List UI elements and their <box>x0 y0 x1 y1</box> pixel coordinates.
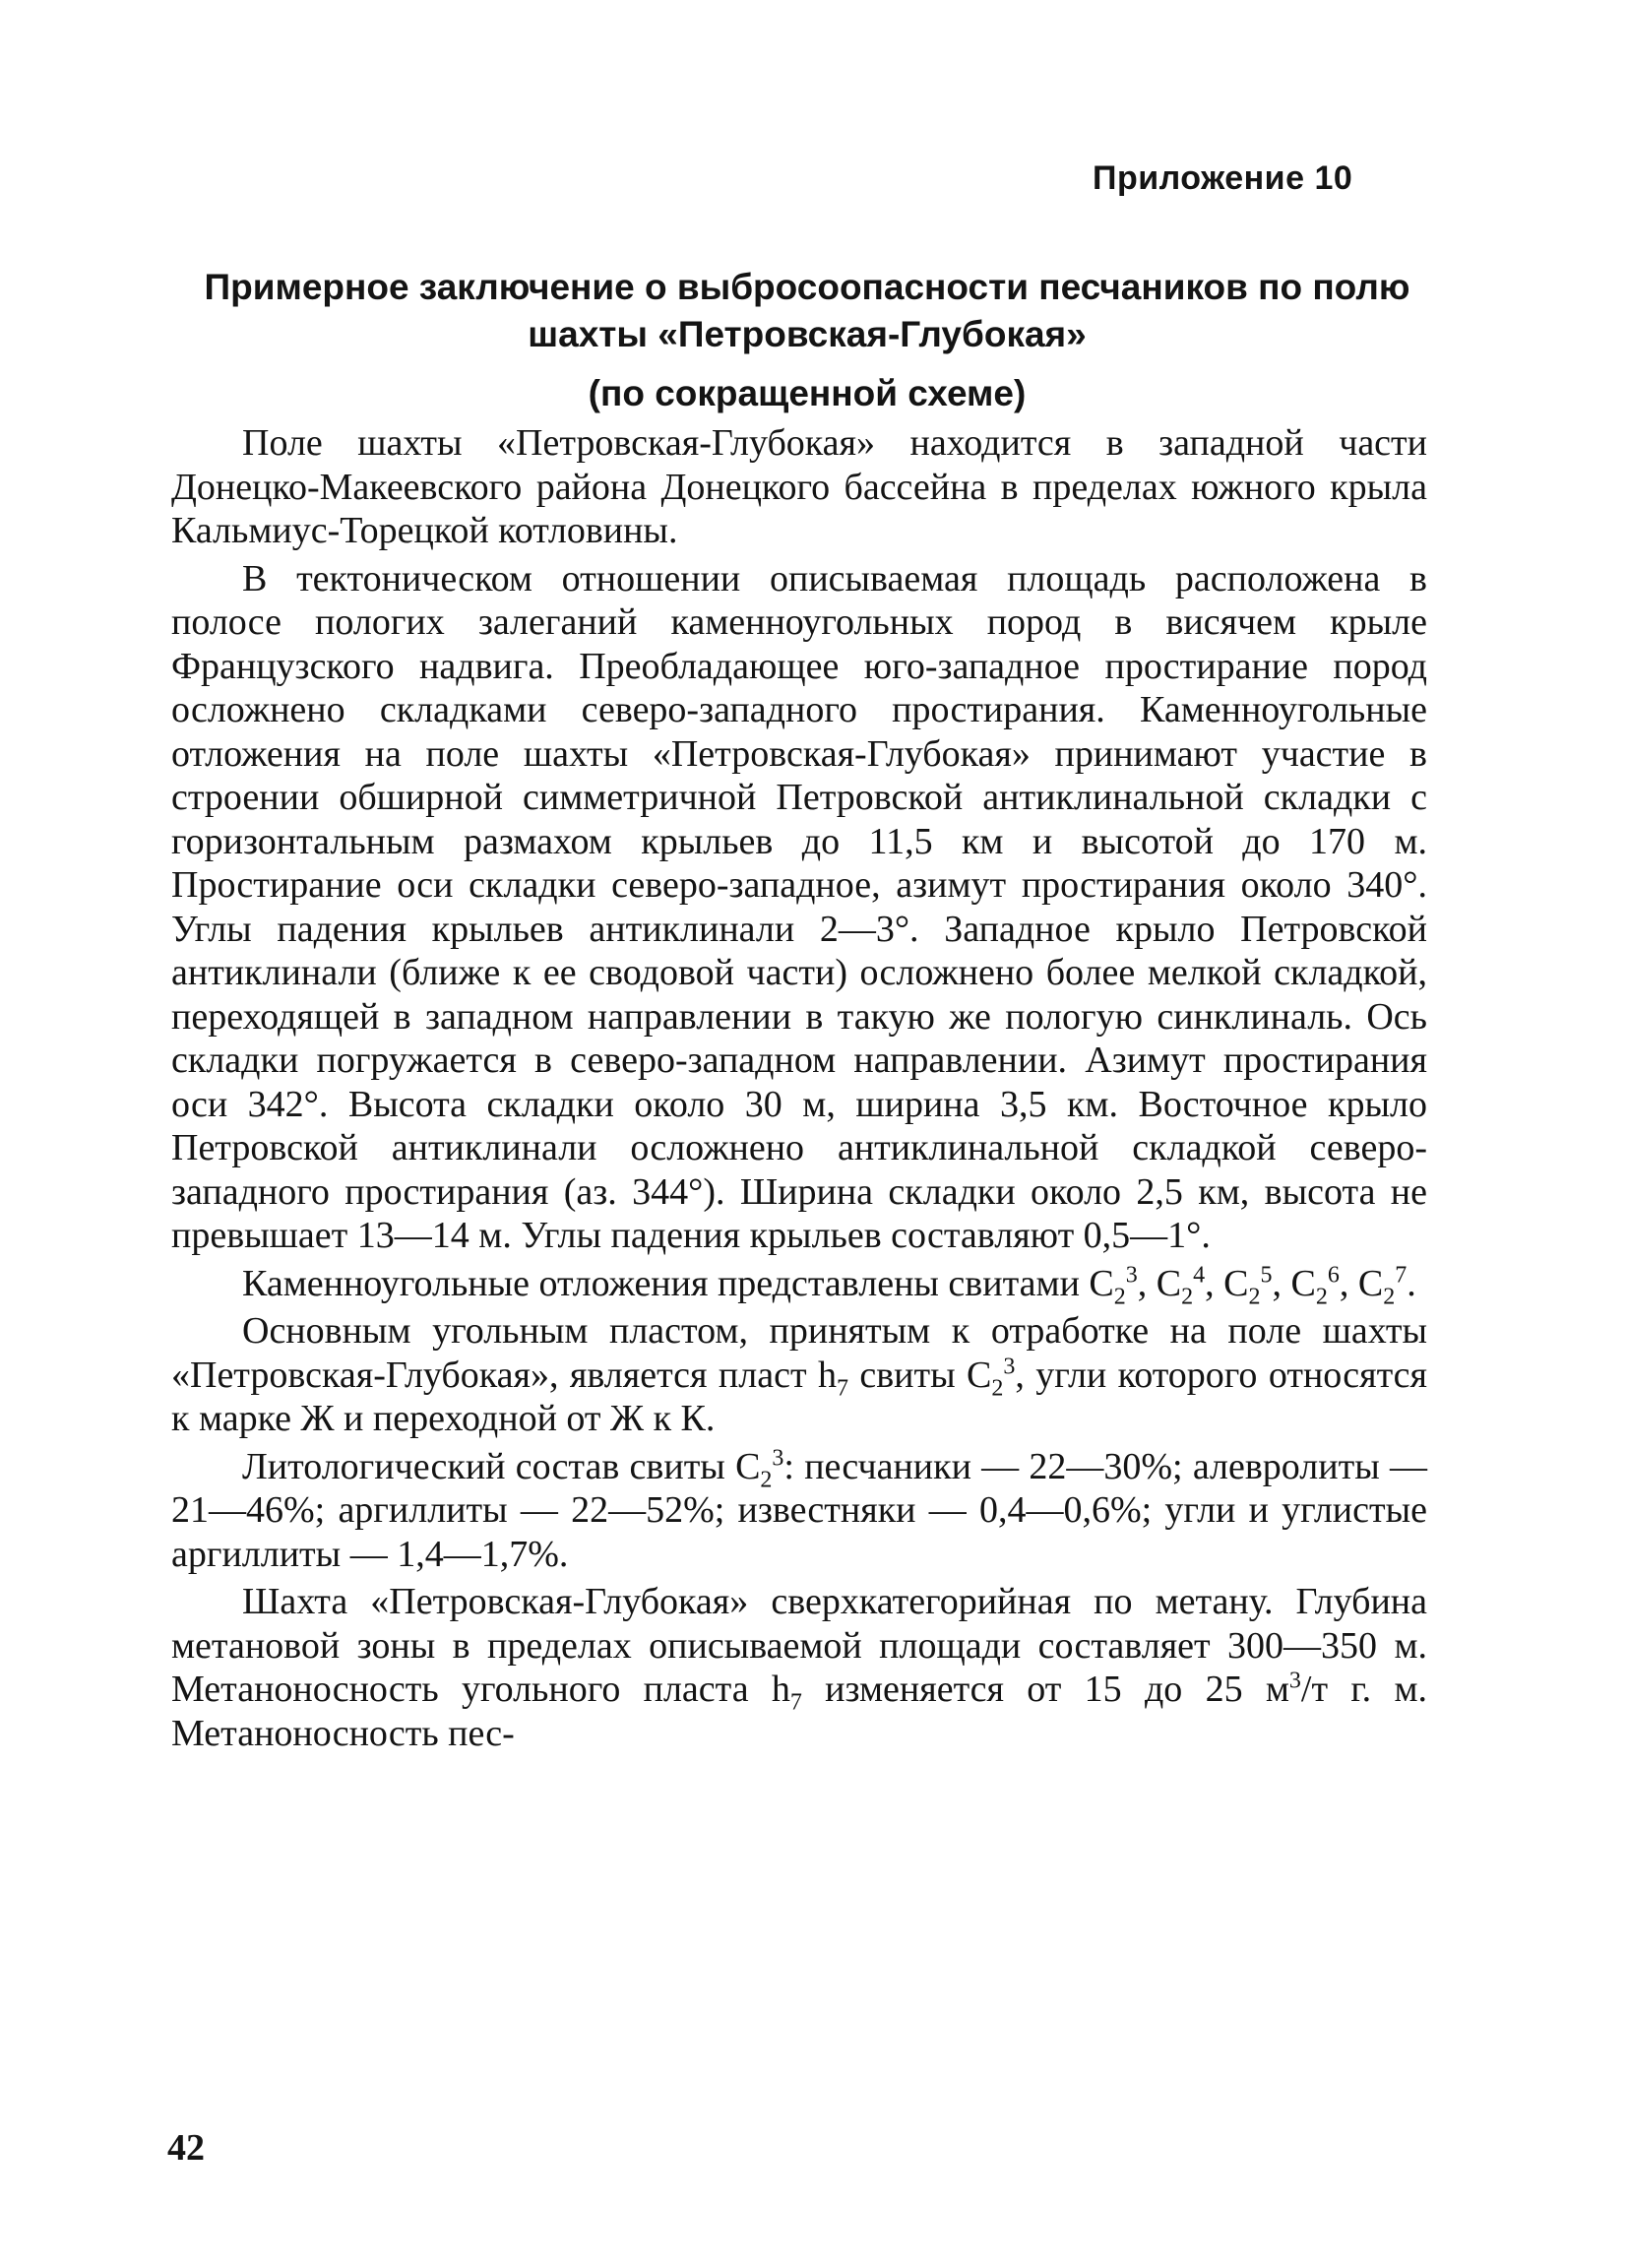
paragraph: Каменноугольные отложения представлены свитами $C_2^3$, $C_2^4$, $C_2^5$, $C_2^6$, $C_2^7$. <box>242 1261 1416 1310</box>
paragraph-text: Шахта «Петровская-Глубокая» сверхкатегорийная по метану. Глубина метановой зоны в пределах описываемой площади составляет 300—350 м. Метаноносность угольного пласта h <box>171 1581 1427 1710</box>
suite-index: 5 <box>1260 1261 1273 1288</box>
page-number: 42 <box>167 2127 205 2169</box>
paragraph-text: Каменноугольные отложения представлены свитами <box>242 1262 1090 1304</box>
paragraph: Литологический состав свиты $C_2^3$: песчаники — 22—30%; алевролиты — 21—46%; аргиллиты — 22—52%; известняки — 0,4—0,6%; угли и углистые аргиллиты — 1,4—1,7%. <box>171 1444 1427 1575</box>
paragraph-text: Основным угольным пластом, принятым к отработке на поле шахты «Петровская-Глубокая», является пласт h <box>171 1310 1427 1396</box>
paragraph-text: , угли которого относятся к марке Ж и переходной от Ж к К. <box>171 1354 1427 1439</box>
document-title: Примерное заключение о выбросоопасности песчаников по полю шахты «Петровская-Глубокая» <box>204 267 1410 354</box>
seam-index: 7 <box>836 1375 848 1402</box>
paragraph: В тектоническом отношении описываемая площадь расположена в полосе пологих залеганий каменноугольных пород в висячем крыле Французского надвига. Преобладающее юго-западное простирание пород осложнено складками северо-западного простирания. Каменноугольные отложения на поле шахты «Петровская-Глубокая» принимают участие в строении обширной симметричной Петровской антиклинальной складки с горизонтальным размахом крыльев до 11,5 км и высотой до 170 м. Простирание оси складки северо-западное, азимут простирания около 340°. Углы падения крыльев антиклинали 2—3°. Западное крыло Петровской антиклинали (ближе к ее сводовой части) осложнено более мелкой складкой, переходящей в западном направлении в такую же пологую синклиналь. Ось складки погружается в северо-западном направлении. Азимут простирания оси 342°. Высота складки около 30 м, ширина 3,5 км. Восточное крыло Петровской антиклинали осложнено антиклинальной складкой северо-западного простирания (аз. 344°). Ширина складки около 2,5 км, высота не превышает 13—14 м. Углы падения крыльев составляют 0,5—1°. <box>171 557 1427 1256</box>
appendix-label: Приложение 10 <box>1093 159 1353 197</box>
suite-index: 4 <box>1193 1261 1206 1288</box>
suite-index: 7 <box>1395 1261 1408 1288</box>
paragraph-text: /т г. м. Метаноносность пес- <box>171 1669 1427 1754</box>
paragraph: Поле шахты «Петровская-Глубокая» находится в западной части Донецко-Макеевского района Донецкого бассейна в пределах южного крыла Кальмиус-Торецкой котловины. <box>171 422 1427 551</box>
paragraph-text: свиты C <box>847 1354 992 1396</box>
suite-index: 6 <box>1327 1261 1340 1288</box>
paragraph-text: Литологический состав свиты C <box>242 1445 761 1487</box>
paragraph: Основным угольным пластом, принятым к отработке на поле шахты «Петровская-Глубокая», является пласт $h_7$ свиты $C_2^3$, угли которого относятся к марке Ж и переходной от Ж к К. <box>171 1310 1427 1439</box>
suite-index: 3 <box>1125 1261 1138 1288</box>
document-body <box>171 421 1427 1759</box>
document-subtitle: (по сокращенной схеме) <box>588 373 1027 413</box>
paragraph-text: : песчаники — 22—30%; алевролиты — 21—46%; аргиллиты — 22—52%; известняки — 0,4—0,6%; угли и углистые аргиллиты — 1,4—1,7%. <box>171 1445 1427 1575</box>
paragraph: Шахта «Петровская-Глубокая» сверхкатегорийная по метану. Глубина метановой зоны в пределах описываемой площади составляет 300—350 м. Метаноносность угольного пласта $h_7$ изменяется от 15 до 25 $м^3/т$ г. м. Метаноносность пес- <box>171 1581 1427 1754</box>
paragraph-text: изменяется от 15 до 25 м <box>801 1669 1289 1710</box>
